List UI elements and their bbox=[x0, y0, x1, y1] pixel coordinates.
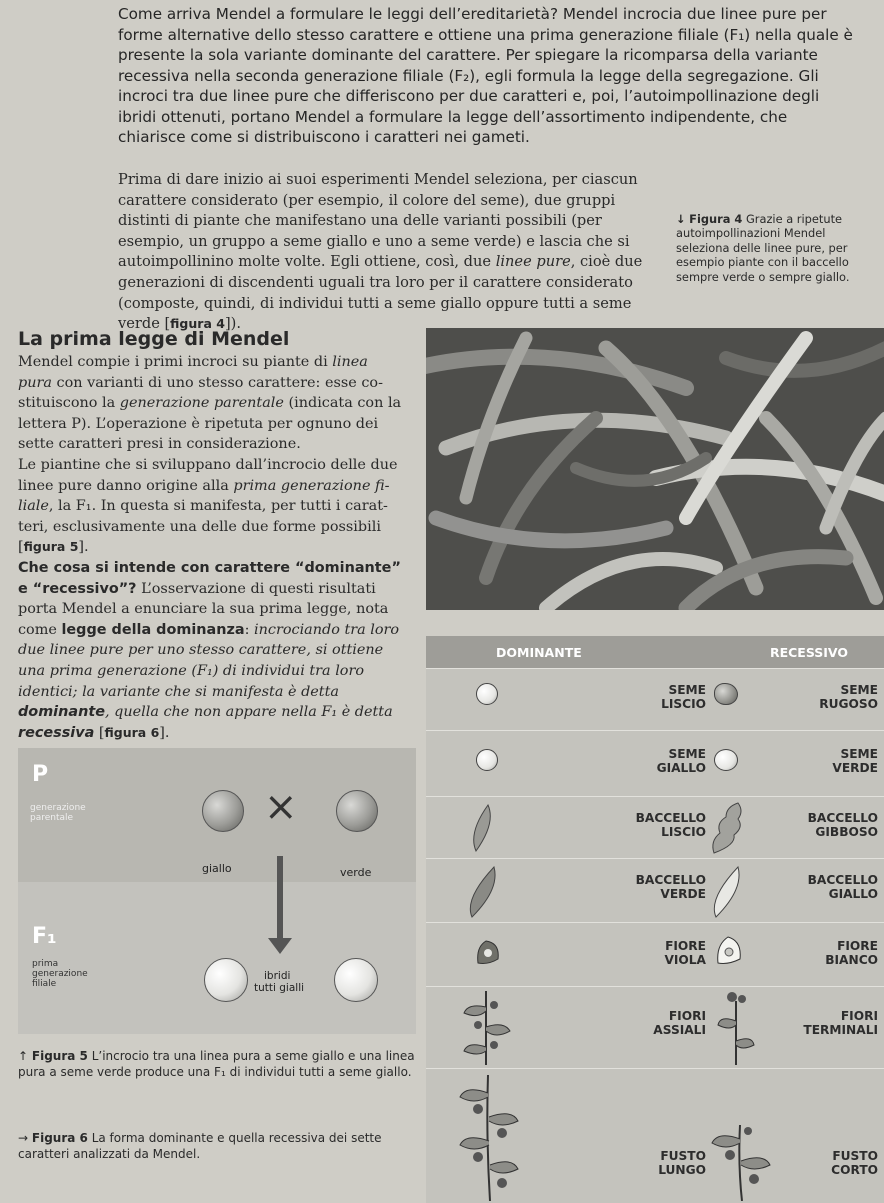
trait-name: FIORI bbox=[668, 1009, 706, 1023]
intro-paragraph: Come arriva Mendel a formulare le leggi dell’ereditarietà? Mendel incrocia due linee pure per forme alternative dello stesso carattere e ottiene una prima generazione filiale (F₁) nella quale è presente la sola variante dominante del carattere. Per spiegare la ricomparsa della variante recessiva nella seconda generazione filiale (F₂), egli formula la legge della segregazione. Gli incroci tra due linee pure che differiscono per due caratteri e, poi, l’autoimpollinazione degli ibridi ottenuti, portano Mendel a formulare la legge dell’assortimento indipendente, che chiarisce come si distribuiscono i caratteri nei gameti. bbox=[118, 5, 853, 146]
arrow-right-icon: → bbox=[18, 1131, 29, 1145]
recessive-trait bbox=[748, 747, 878, 775]
recessiva-term: recessiva bbox=[18, 724, 95, 741]
hybrid-pea-right bbox=[334, 958, 378, 1002]
hybrid-pea-left bbox=[204, 958, 248, 1002]
trait-name: BACCELLO bbox=[807, 873, 878, 887]
trait-name: BACCELLO bbox=[807, 811, 878, 825]
trait-name: BACCELLO bbox=[635, 873, 706, 887]
yellow-pea bbox=[202, 790, 244, 832]
section-paragraph-3 bbox=[18, 558, 406, 743]
figure-6-caption bbox=[18, 1130, 418, 1162]
trait-name: FIORE bbox=[665, 939, 706, 953]
figure-6-reference: figura 6 bbox=[104, 724, 160, 740]
trait-name: SEME bbox=[840, 747, 878, 761]
recessive-trait bbox=[748, 1149, 878, 1177]
descent-arrow bbox=[277, 856, 283, 946]
trait-form: LUNGO bbox=[658, 1163, 706, 1177]
trait-form: VIOLA bbox=[664, 953, 706, 967]
dominant-trait bbox=[566, 1149, 706, 1177]
trait-form: LISCIO bbox=[661, 825, 706, 839]
f1-small-line-1: prima bbox=[32, 959, 59, 969]
section-paragraph-1 bbox=[18, 352, 406, 455]
arrow-head-icon bbox=[268, 938, 292, 954]
recessive-trait bbox=[748, 811, 878, 839]
subheading-dominante-recessivo: Che cosa si intende con carattere “dominante” e “recessivo”? bbox=[18, 559, 401, 597]
figure-4-reference: figura 4 bbox=[170, 316, 225, 332]
trait-form: LISCIO bbox=[661, 697, 706, 711]
p3-text-c: [ bbox=[94, 724, 105, 741]
figure-6-caption-text: La forma dominante e quella recessiva dei sette caratteri analizzati da Mendel. bbox=[18, 1131, 382, 1161]
table-row bbox=[426, 986, 884, 1068]
trait-name: BACCELLO bbox=[635, 811, 706, 825]
trait-form: RUGOSO bbox=[819, 697, 878, 711]
p1-emphasis: linea pura bbox=[18, 354, 368, 391]
trait-form: BIANCO bbox=[825, 953, 878, 967]
green-beans-photo bbox=[426, 328, 884, 610]
arrow-down-icon: ↓ bbox=[676, 212, 686, 226]
table-row bbox=[426, 858, 884, 922]
figure-5-caption-text: L’incrocio tra una linea pura a seme giallo e una linea pura a seme verde produce una F₁ di individui tutti a seme giallo. bbox=[18, 1049, 415, 1079]
table-row bbox=[426, 796, 884, 858]
p3-text-a: L’osservazione di questi risultati porta Mendel a enunciare la sua prima legge, nota come bbox=[18, 580, 389, 638]
figure-5-cross-diagram bbox=[18, 748, 416, 1034]
recessive-header: RECESSIVO bbox=[769, 645, 848, 660]
para2-text-c: ]). bbox=[224, 315, 241, 333]
giallo-label: giallo bbox=[202, 862, 232, 875]
dominant-trait bbox=[566, 1009, 706, 1037]
trait-form: VERDE bbox=[832, 761, 878, 775]
section-title: La prima legge di Mendel bbox=[18, 328, 290, 350]
dominant-header: DOMINANTE bbox=[496, 645, 582, 660]
linee-pure-paragraph bbox=[118, 170, 658, 335]
p3-emphasis: incrociando tra loro due linee pure per uno stesso carattere, si ottiene una prima generazione (F₁) di individui tra loro identici; la variante che si manifesta è detta bbox=[18, 621, 400, 700]
figure-6-title: Figura 6 bbox=[31, 1131, 88, 1145]
dominant-trait bbox=[566, 873, 706, 901]
constricted-pod-icon bbox=[706, 801, 746, 855]
figure-5-reference: figura 5 bbox=[23, 539, 79, 555]
p1-text-a: Mendel compie i primi incroci su piante di bbox=[18, 354, 333, 370]
purple-flower-icon bbox=[474, 939, 502, 965]
dominante-term: dominante bbox=[18, 704, 105, 721]
table-row bbox=[426, 668, 884, 730]
figure-5-caption bbox=[18, 1048, 418, 1080]
wrinkled-seed-icon bbox=[714, 683, 738, 705]
p3-text-b: : bbox=[244, 621, 255, 638]
figure-4-caption bbox=[676, 212, 876, 284]
table-row bbox=[426, 922, 884, 986]
trait-name: FIORI bbox=[840, 1009, 878, 1023]
tutti-gialli-label: tutti gialli bbox=[254, 982, 305, 994]
para2-text-b: , cioè due generazioni di discendenti uguali tra loro per il carattere considerato (composte, quindi, di individui tutti a seme giallo oppure tutti a seme verde [ bbox=[118, 253, 643, 333]
trait-form: GIALLO bbox=[656, 761, 706, 775]
p1-text-b: con varianti di uno stesso carattere: esse costituiscono la bbox=[18, 374, 383, 412]
recessive-trait bbox=[748, 939, 878, 967]
p2-emphasis: prima generazione filiale bbox=[18, 477, 390, 515]
table-header bbox=[426, 636, 884, 668]
green-pea bbox=[336, 790, 378, 832]
table-row bbox=[426, 1068, 884, 1203]
p2-text-b: , la F₁. In questa si manifesta, per tutti i caratteri, esclusivamente una delle due forme possibili [ bbox=[18, 498, 388, 556]
para2-emphasis: linee pure bbox=[495, 253, 571, 271]
verde-label: verde bbox=[340, 866, 372, 879]
recessive-trait bbox=[748, 683, 878, 711]
section-paragraph-2 bbox=[18, 455, 406, 558]
f1-label: F₁ bbox=[32, 924, 57, 949]
smooth-pod-icon bbox=[466, 803, 496, 853]
trait-form: TERMINALI bbox=[803, 1023, 878, 1037]
p-label: P bbox=[32, 762, 49, 787]
f1-small-line-2: generazione bbox=[32, 969, 88, 979]
arrow-up-icon: ↑ bbox=[18, 1049, 29, 1063]
trait-name: SEME bbox=[668, 683, 706, 697]
trait-form: VERDE bbox=[660, 887, 706, 901]
trait-form: GIBBOSO bbox=[815, 825, 878, 839]
p3-text-d: ]. bbox=[159, 724, 170, 741]
figure-4-caption-text: Grazie a ripetute autoimpollinazioni Mendel seleziona delle linee pure, per esempio piante con il baccello sempre verde o sempre giallo. bbox=[676, 212, 850, 284]
figure-4-title: Figura 4 bbox=[689, 212, 743, 226]
p1-emphasis-2: generazione parentale bbox=[119, 395, 284, 412]
trait-form: GIALLO bbox=[828, 887, 878, 901]
p2-text-a: Le piantine che si sviluppano dall’incrocio delle due linee pure danno origine alla bbox=[18, 456, 398, 494]
beans-illustration bbox=[426, 328, 884, 610]
p2-text-c: ]. bbox=[78, 539, 89, 556]
cross-icon: × bbox=[264, 784, 298, 830]
axial-flowers-icon bbox=[460, 991, 514, 1065]
ibridi-label: ibridi bbox=[264, 970, 291, 982]
tall-stem-icon bbox=[456, 1075, 522, 1201]
recessive-trait bbox=[748, 1009, 878, 1037]
dominant-trait bbox=[566, 747, 706, 775]
legge-dominanza-term: legge della dominanza bbox=[61, 621, 245, 638]
p3-emphasis-2: , quella che non appare nella F₁ è detta bbox=[104, 704, 393, 721]
trait-form: ASSIALI bbox=[653, 1023, 706, 1037]
green-pod-icon bbox=[464, 865, 500, 919]
table-row bbox=[426, 730, 884, 796]
dominant-trait bbox=[566, 683, 706, 711]
trait-name: FUSTO bbox=[832, 1149, 878, 1163]
smooth-seed-icon bbox=[476, 683, 498, 705]
trait-name: SEME bbox=[668, 747, 706, 761]
trait-form: CORTO bbox=[831, 1163, 878, 1177]
para2-text-a: Prima di dare inizio ai suoi esperimenti Mendel seleziona, per ciascun carattere considerato (per esempio, il colore del seme), due gruppi distinti di piante che manifestano una delle varianti possibili (per esempio, un gruppo a seme giallo e uno a seme verde) e lascia che si autoimpollinino molte volte. Egli ottiene, così, due bbox=[118, 171, 638, 271]
yellow-seed-icon bbox=[476, 749, 498, 771]
dominant-trait bbox=[566, 939, 706, 967]
trait-name: FIORE bbox=[837, 939, 878, 953]
yellow-pod-icon bbox=[708, 865, 744, 919]
trait-name: SEME bbox=[840, 683, 878, 697]
white-flower-icon bbox=[714, 935, 744, 965]
trait-name: FUSTO bbox=[660, 1149, 706, 1163]
parental-generation-label: generazione parentale bbox=[30, 803, 86, 823]
section-body bbox=[18, 352, 406, 743]
figure-5-title: Figura 5 bbox=[31, 1049, 88, 1063]
figure-6-traits-table bbox=[426, 636, 884, 1203]
f1-small-line-3: filiale bbox=[32, 979, 57, 989]
recessive-trait bbox=[748, 873, 878, 901]
p1-text-c: (indicata con la lettera P). L’operazione è ripetuta per ognuno dei sette caratteri presi in considerazione. bbox=[18, 395, 402, 453]
dominant-trait bbox=[566, 811, 706, 839]
green-seed-icon bbox=[714, 749, 738, 771]
